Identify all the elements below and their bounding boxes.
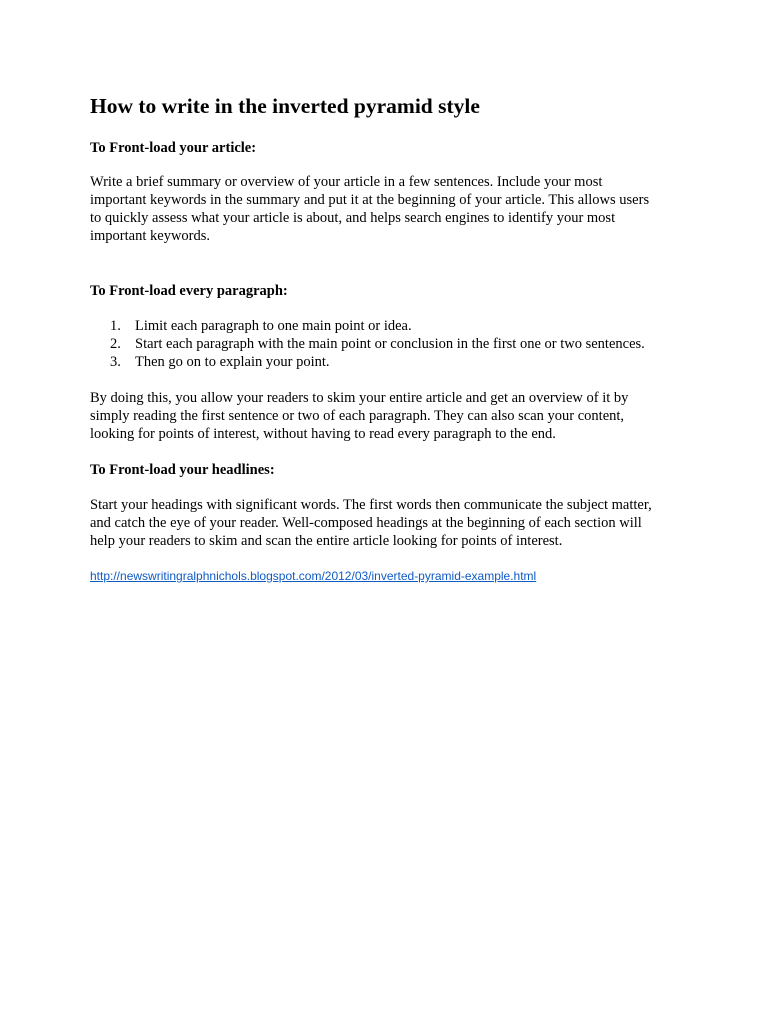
paragraph-line: and catch the eye of your reader. Well-composed headings at the beginning of each section will	[90, 515, 642, 531]
paragraph-line: simply reading the first sentence or two of each paragraph. They can also scan your content,	[90, 408, 625, 424]
paragraph-line: looking for points of interest, without having to read every paragraph to the end.	[90, 426, 556, 442]
paragraph-line: to quickly assess what your article is about, and helps search engines to identify your most	[90, 210, 616, 226]
section-heading-paragraph: To Front-load every paragraph:	[90, 283, 288, 299]
paragraph-article-summary	[90, 173, 649, 245]
list-item-number: 3.	[110, 354, 121, 370]
paragraph-headings	[90, 496, 652, 550]
paragraph-line: Start your headings with significant words. The first words then communicate the subject matter,	[90, 497, 652, 513]
page-title: How to write in the inverted pyramid style	[90, 94, 480, 118]
paragraph-line: important keywords.	[90, 228, 211, 244]
list-item	[110, 353, 645, 371]
numbered-list	[110, 317, 645, 371]
list-item	[110, 335, 645, 353]
paragraph-line: Write a brief summary or overview of your article in a few sentences. Include your most	[90, 174, 603, 190]
list-item-number: 2.	[110, 336, 121, 352]
source-link[interactable]: http://newswritingralphnichols.blogspot.com/2012/03/inverted-pyramid-example.html	[90, 569, 537, 583]
section-heading-article: To Front-load your article:	[90, 140, 257, 156]
list-item-text: Start each paragraph with the main point or conclusion in the first one or two sentences.	[135, 336, 645, 352]
list-item-text: Limit each paragraph to one main point or idea.	[135, 318, 412, 334]
paragraph-line: By doing this, you allow your readers to skim your entire article and get an overview of it by	[90, 390, 629, 406]
paragraph-line: important keywords in the summary and put it at the beginning of your article. This allows users	[90, 192, 650, 208]
section-heading-headlines: To Front-load your headlines:	[90, 462, 275, 478]
paragraph-skim-overview	[90, 389, 628, 443]
paragraph-line: help your readers to skim and scan the entire article looking for points of interest.	[90, 533, 563, 549]
list-item-number: 1.	[110, 318, 121, 334]
list-item-text: Then go on to explain your point.	[135, 354, 330, 370]
list-item	[110, 317, 645, 335]
